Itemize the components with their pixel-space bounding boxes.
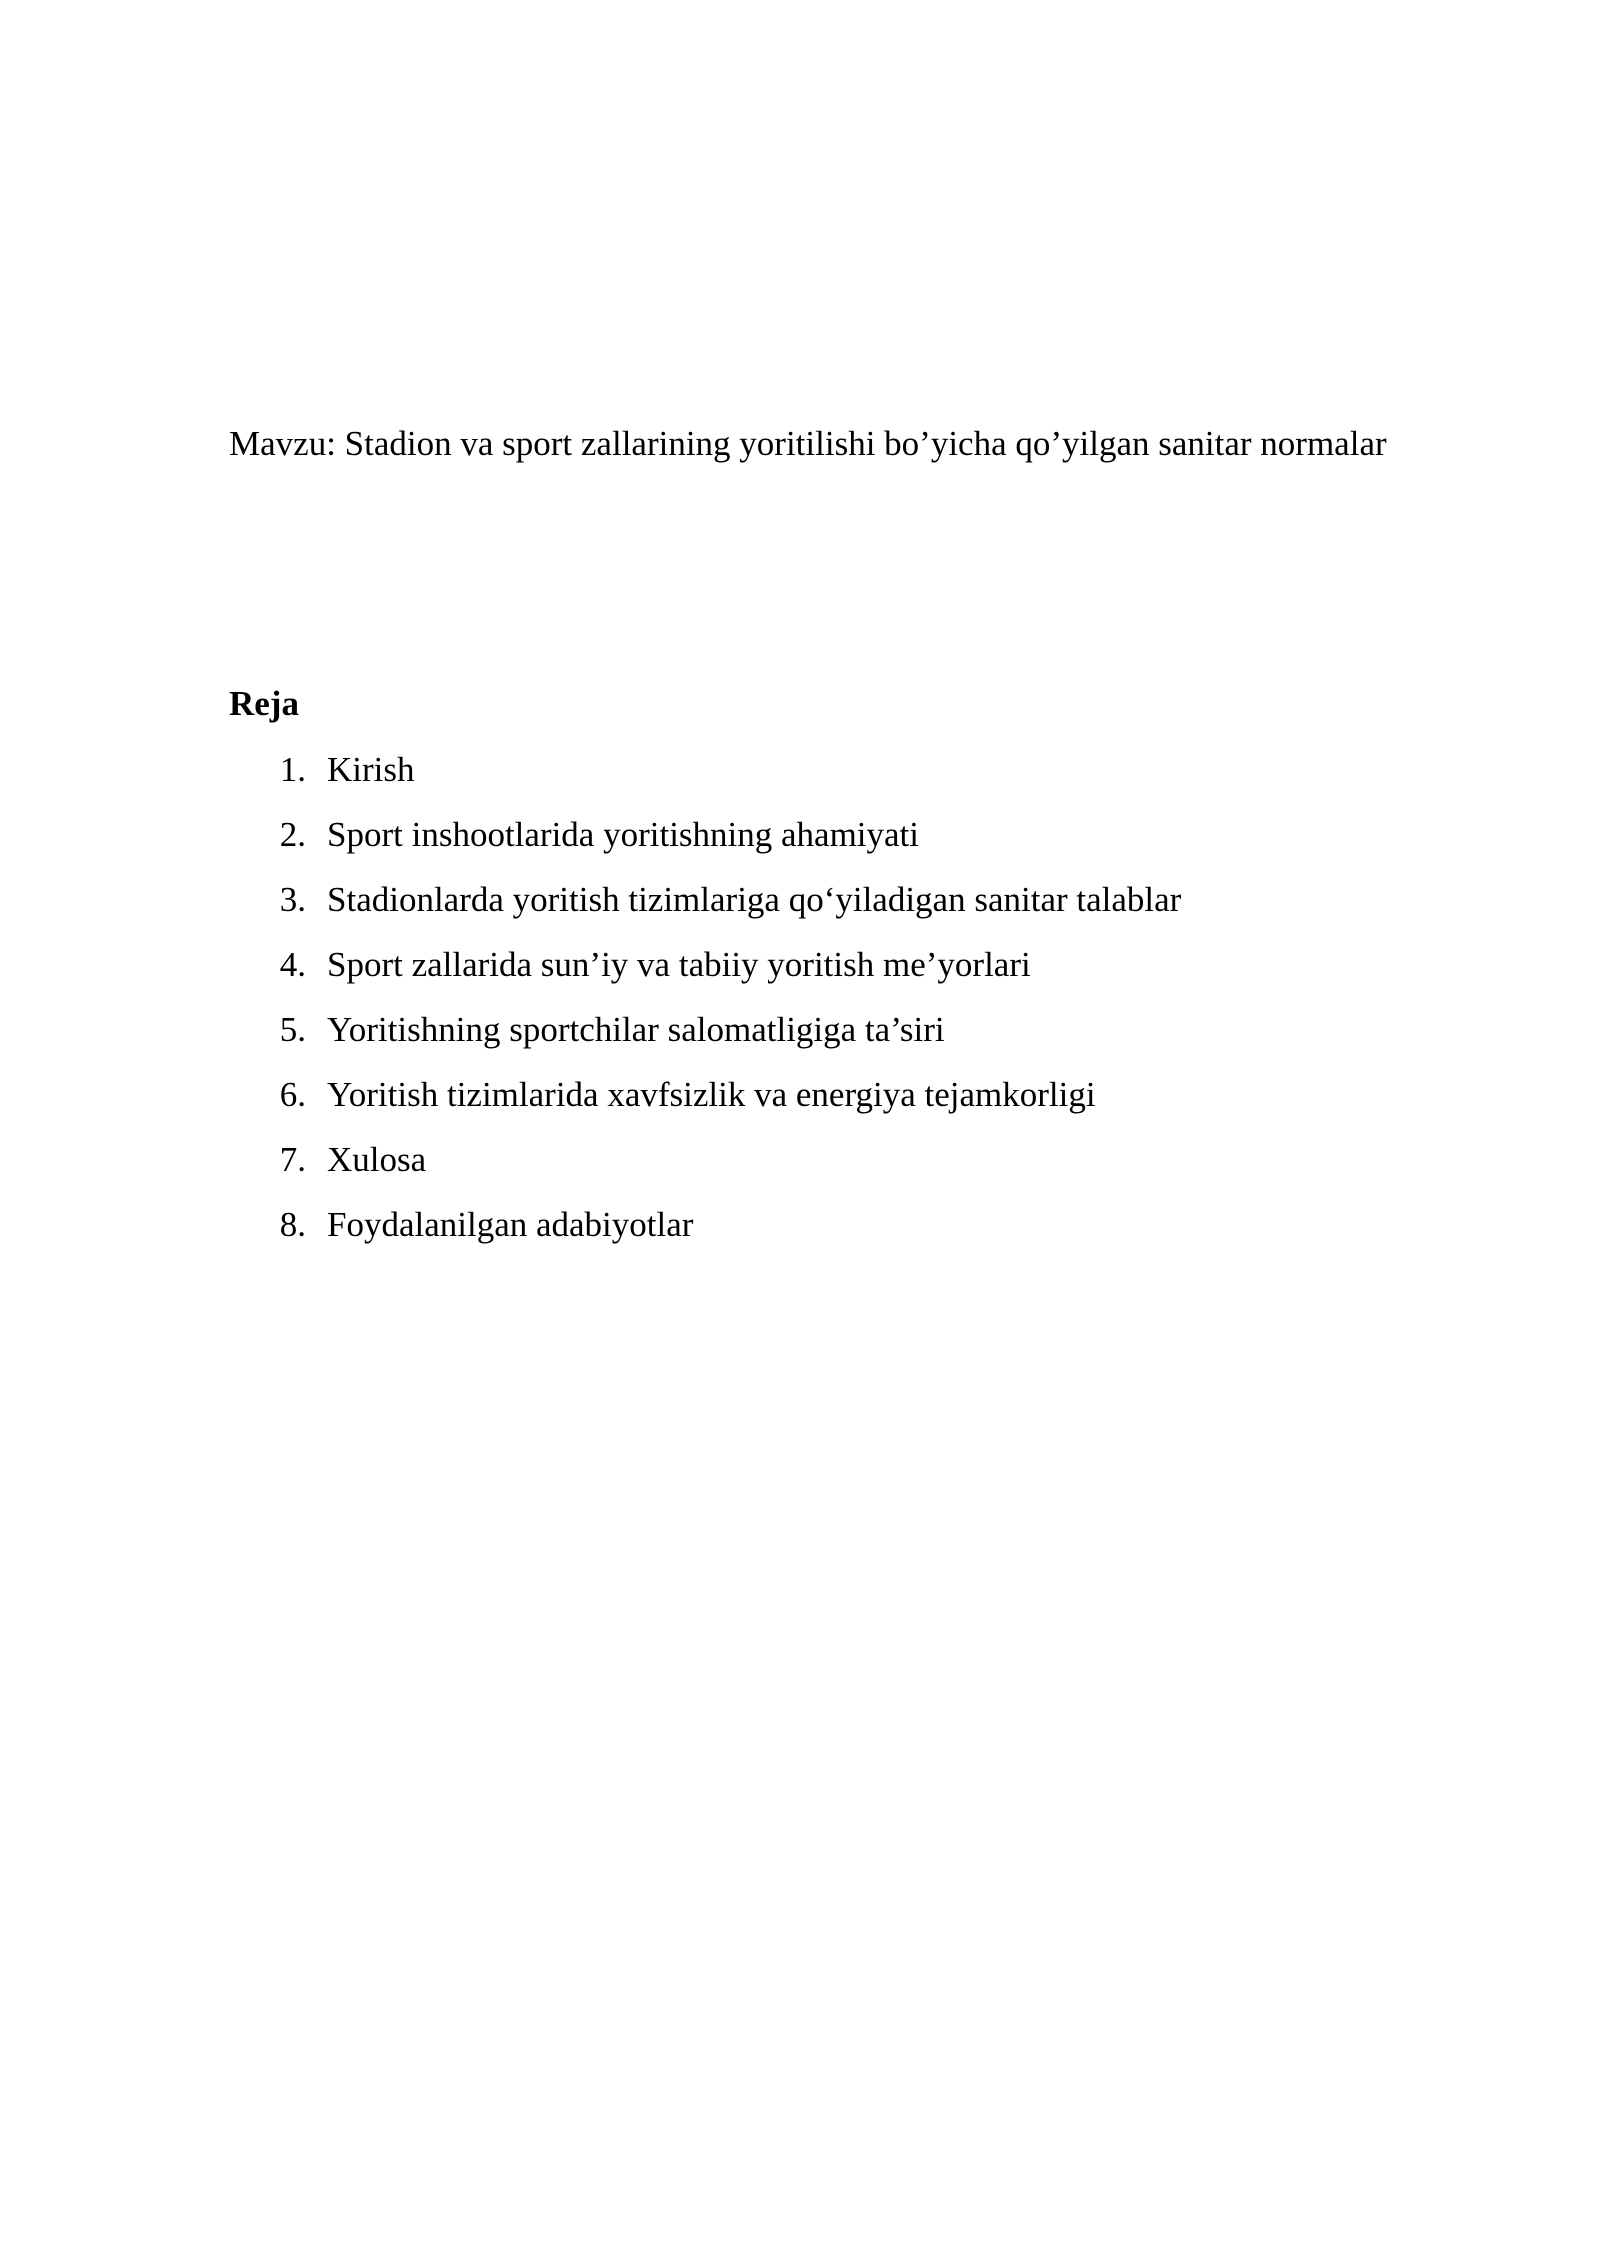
plan-item-number: 7. [279,1140,306,1179]
plan-item-text: Kirish [327,750,415,789]
plan-item-text: Xulosa [327,1140,427,1179]
plan-item-number: 3. [279,880,306,919]
plan-item-text: Foydalanilgan adabiyotlar [327,1205,694,1244]
plan-item-number: 2. [279,815,306,854]
plan-item-number: 4. [279,945,306,984]
plan-item-number: 8. [279,1205,306,1244]
plan-item-number: 5. [279,1010,306,1049]
plan-item-text: Stadionlarda yoritish tizimlariga qo‘yiladigan sanitar talablar [327,880,1182,919]
topic-line: Mavzu: Stadion va sport zallarining yoritilishi bo’yicha qo’yilgan sanitar normalar [229,424,1387,463]
plan-item-text: Sport inshootlarida yoritishning ahamiyati [327,815,920,854]
plan-heading: Reja [229,684,299,723]
plan-item-number: 6. [279,1075,306,1114]
plan-item-text: Sport zallarida sun’iy va tabiiy yoritish me’yorlari [327,945,1031,984]
plan-item-number: 1. [279,750,306,789]
plan-item-text: Yoritish tizimlarida xavfsizlik va energiya tejamkorligi [327,1075,1096,1114]
plan-item-text: Yoritishning sportchilar salomatligiga ta’siri [327,1010,945,1049]
